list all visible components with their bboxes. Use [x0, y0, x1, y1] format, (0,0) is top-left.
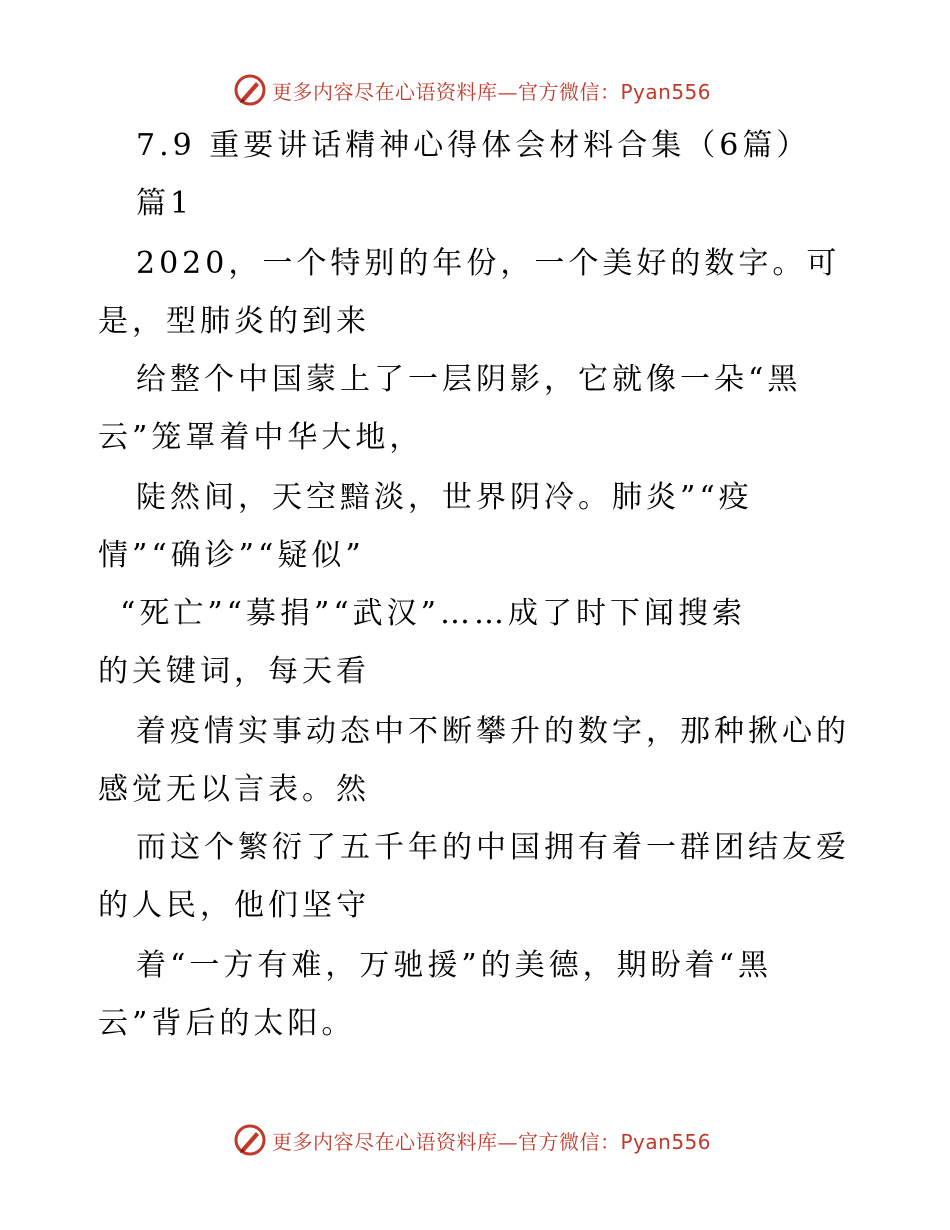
pen-logo-icon [232, 72, 268, 108]
banner-text: 更多内容尽在心语资料库—官方微信：Pyan556 [272, 1129, 712, 1154]
paragraph-line: 感觉无以言表。然 [98, 772, 370, 807]
paragraph-line: 是，型肺炎的到来 [98, 304, 370, 339]
paragraph-line: 的人民，他们坚守 [98, 888, 370, 923]
section-heading: 篇1 [136, 186, 194, 221]
paragraph-line: 而这个繁衍了五千年的中国拥有着一群团结友爱 [136, 830, 850, 865]
paragraph-line: 云”背后的太阳。 [98, 1006, 356, 1041]
paragraph-line: 陡然间，天空黯淡，世界阴冷。肺炎”“疫 [136, 480, 753, 515]
paragraph-line: 情”“确诊”“疑似” [98, 538, 365, 573]
wechat-id: Pyan556 [620, 79, 712, 104]
paragraph-line: 给整个中国蒙上了一层阴影，它就像一朵“黑 [136, 362, 802, 397]
paragraph-line: 2020，一个特别的年份，一个美好的数字。可 [136, 246, 841, 281]
paragraph-line: 的关键词，每天看 [98, 654, 370, 689]
footer-banner [0, 1120, 950, 1160]
paragraph-line: 着疫情实事动态中不断攀升的数字，那种揪心的 [136, 714, 850, 749]
paragraph-line: 着“一方有难，万驰援”的美德，期盼着“黑 [136, 948, 773, 983]
wechat-id: Pyan556 [620, 1129, 712, 1154]
pen-logo-icon [232, 1122, 268, 1158]
paragraph-line: “死亡”“募捐”“武汉”……成了时下闻搜索 [120, 596, 747, 631]
header-banner [0, 70, 950, 110]
paragraph-line: 云”笼罩着中华大地， [98, 420, 424, 455]
document-title: 7.9 重要讲话精神心得体会材料合集（6篇） [136, 128, 811, 163]
banner-text: 更多内容尽在心语资料库—官方微信：Pyan556 [272, 79, 712, 104]
